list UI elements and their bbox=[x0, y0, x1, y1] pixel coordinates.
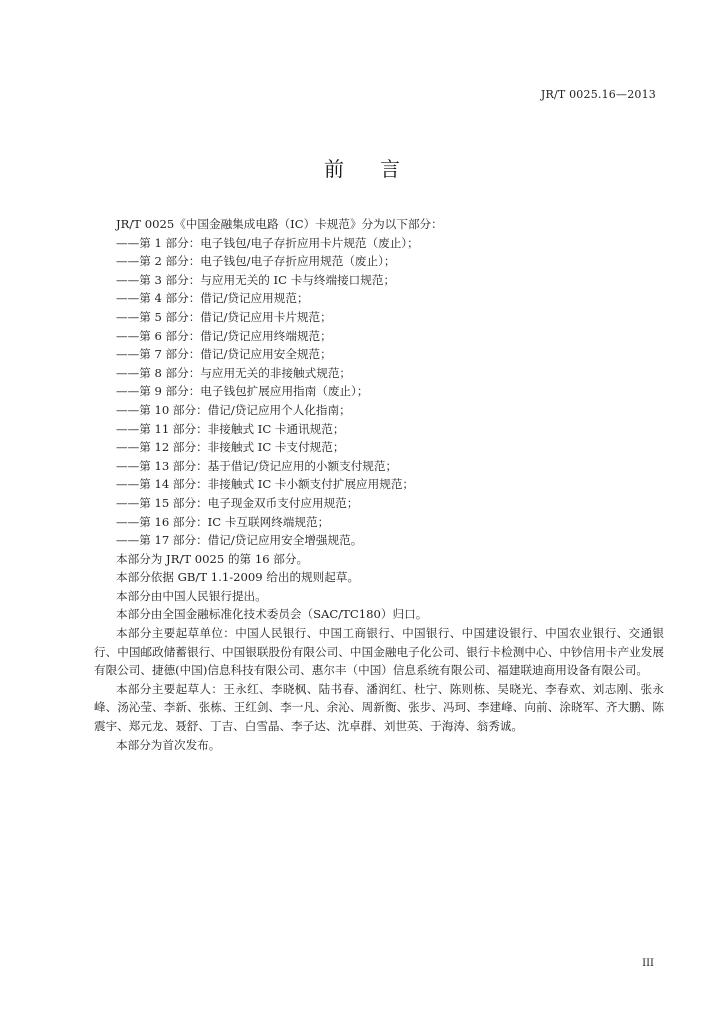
list-item: ——第 13 部分：基于借记/贷记应用的小额支付规范； bbox=[116, 458, 398, 473]
list-item: ——第 15 部分：电子现金双币支付应用规范； bbox=[116, 495, 359, 510]
list-item: ——第 7 部分：借记/贷记应用安全规范； bbox=[116, 347, 332, 362]
list-item: ——第 8 部分：与应用无关的非接触式规范； bbox=[116, 365, 352, 380]
list-item: ——第 9 部分：电子钱包扩展应用指南（废止）； bbox=[116, 384, 369, 399]
foreword-body bbox=[94, 215, 664, 754]
page-number: III bbox=[642, 958, 654, 969]
drafters-paragraph: 本部分主要起草人：王永红、李晓枫、陆书春、潘润红、杜宁、陈则栋、吴晓光、李春欢、刘志刚、张永峰、汤沁莹、李新、张栋、王红剑、李一凡、余沁、周新衡、张步、冯珂、李建峰、向前、涂晓军、齐大鹏、陈震宇、郑元龙、聂舒、丁吉、白雪晶、李子达、沈卓群、刘世英、于海涛、翁秀诚。 bbox=[94, 681, 664, 734]
first-release-statement: 本部分为首次发布。 bbox=[116, 737, 221, 752]
intro-line: JR/T 0025《中国金融集成电路（IC）卡规范》分为以下部分： bbox=[116, 217, 443, 231]
list-item: ——第 12 部分：非接触式 IC 卡支付规范； bbox=[116, 440, 345, 455]
list-item: ——第 3 部分：与应用无关的 IC 卡与终端接口规范； bbox=[116, 272, 396, 287]
statement-drafting-rules: 本部分依据 GB/T 1.1-2009 给出的规则起草。 bbox=[116, 570, 360, 585]
statement-proposer: 本部分由中国人民银行提出。 bbox=[116, 588, 267, 603]
list-item: ——第 4 部分：借记/贷记应用规范； bbox=[116, 291, 309, 306]
document-code: JR/T 0025.16—2013 bbox=[540, 88, 656, 101]
list-item: ——第 10 部分：借记/贷记应用个人化指南； bbox=[116, 402, 351, 417]
list-item: ——第 17 部分：借记/贷记应用安全增强规范。 bbox=[116, 533, 363, 548]
drafting-units-paragraph: 本部分主要起草单位：中国人民银行、中国工商银行、中国银行、中国建设银行、中国农业银行、交通银行、中国邮政储蓄银行、中国银联股份有限公司、中国金融电子化公司、银行卡检测中心、中钞信用卡产业发展有限公司、捷德(中国)信息科技有限公司、惠尔丰（中国）信息系统有限公司、福建联迪商用设备有限公司。 bbox=[94, 626, 664, 678]
list-item: ——第 14 部分：非接触式 IC 卡小额支付扩展应用规范； bbox=[116, 477, 415, 492]
list-item: ——第 2 部分：电子钱包/电子存折应用规范（废止）； bbox=[116, 254, 396, 269]
parts-list bbox=[94, 234, 664, 550]
statement-part-number: 本部分为 JR/T 0025 的第 16 部分。 bbox=[116, 551, 309, 566]
list-item: ——第 5 部分：借记/贷记应用卡片规范； bbox=[116, 309, 332, 324]
list-item: ——第 6 部分：借记/贷记应用终端规范； bbox=[116, 328, 332, 343]
page-title: 前言 bbox=[324, 157, 436, 181]
list-item: ——第 1 部分：电子钱包/电子存折应用卡片规范（废止）； bbox=[116, 235, 419, 250]
list-item: ——第 16 部分：IC 卡互联网终端规范； bbox=[116, 514, 330, 529]
list-item: ——第 11 部分：非接触式 IC 卡通讯规范； bbox=[116, 421, 345, 436]
statement-centralized-by: 本部分由全国金融标准化技术委员会（SAC/TC180）归口。 bbox=[116, 607, 428, 622]
